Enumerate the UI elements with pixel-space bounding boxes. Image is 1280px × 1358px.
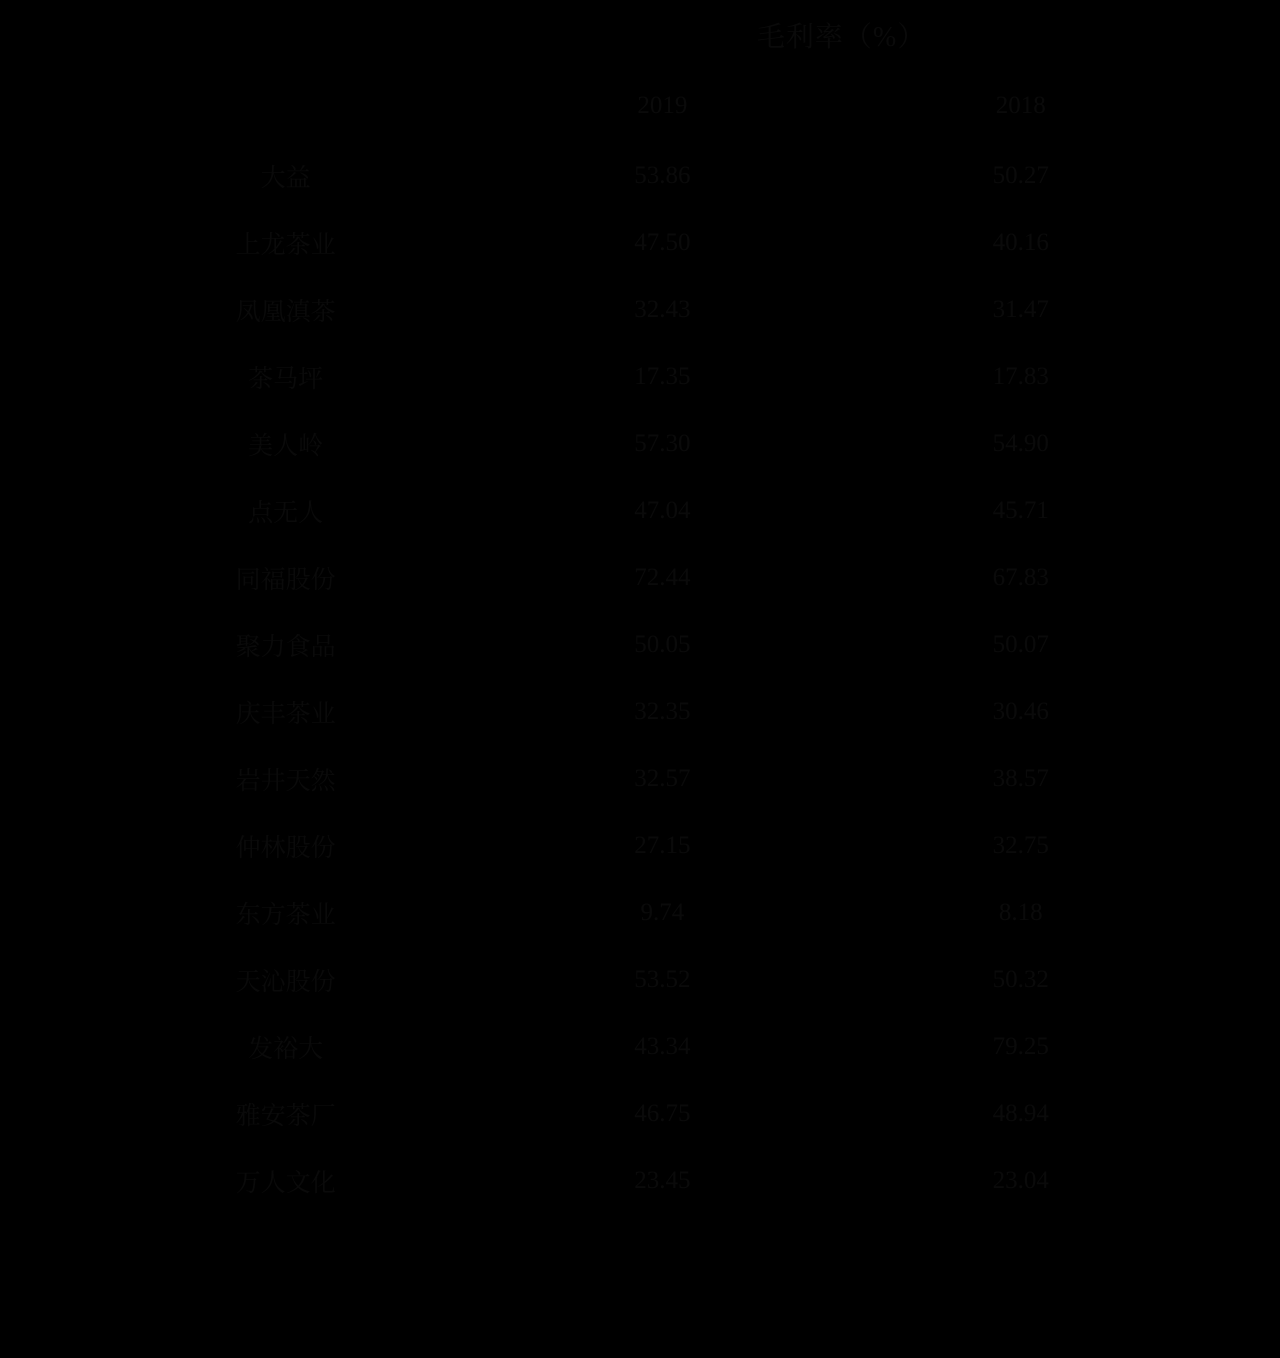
table-body (80, 0, 1200, 1274)
row-value-2018: 38.57 (992, 764, 1049, 792)
row-value-2018: 48.94 (992, 1099, 1049, 1127)
row-name: 发裕大 (248, 1035, 324, 1063)
row-value-2018: 40.16 (992, 228, 1049, 256)
row-name: 天沁股份 (235, 968, 336, 996)
table-row (80, 946, 1200, 1013)
table-row (80, 276, 1200, 343)
table-row (80, 544, 1200, 611)
row-value-2019: 17.35 (634, 362, 691, 390)
row-name: 东方茶业 (235, 901, 336, 929)
row-name: 庆丰茶业 (235, 700, 336, 728)
row-value-2019: 47.04 (634, 496, 691, 524)
row-value-2018: 23.04 (992, 1166, 1049, 1194)
row-name: 岩井天然 (235, 767, 336, 795)
row-value-2019: 32.35 (634, 697, 691, 725)
title-spacer (80, 0, 483, 70)
row-value-2019: 9.74 (640, 898, 685, 926)
row-name: 万人文化 (235, 1169, 336, 1197)
row-value-2018: 8.18 (998, 898, 1043, 926)
row-value-2018: 31.47 (992, 295, 1049, 323)
table-row (80, 611, 1200, 678)
row-value-2019: 53.86 (634, 161, 691, 189)
table-header-row (80, 70, 1200, 142)
table-row (80, 209, 1200, 276)
row-value-2018: 54.90 (992, 429, 1049, 457)
table-title: 毛利率（%） (756, 22, 927, 53)
table-row (80, 879, 1200, 946)
row-value-2019: 47.50 (634, 228, 691, 256)
row-value-2018: 17.83 (992, 362, 1049, 390)
row-value-2019: 53.52 (634, 965, 691, 993)
row-name: 凤凰滇茶 (235, 298, 336, 326)
row-name: 大益 (260, 164, 311, 192)
row-name: 美人岭 (248, 432, 324, 460)
row-value-2018: 45.71 (992, 496, 1049, 524)
row-value-2018: 67.83 (992, 563, 1049, 591)
table-row (80, 1080, 1200, 1147)
profit-margin-table (80, 0, 1200, 1274)
row-name: 聚力食品 (235, 633, 336, 661)
table-row (80, 477, 1200, 544)
row-name: 上龙茶业 (235, 231, 336, 259)
row-value-2018: 79.25 (992, 1032, 1049, 1060)
row-value-2019: 43.34 (634, 1032, 691, 1060)
row-value-2019: 32.57 (634, 764, 691, 792)
column-header-2019: 2019 (637, 92, 688, 119)
row-name: 茶马坪 (248, 365, 324, 393)
row-value-2019: 23.45 (634, 1166, 691, 1194)
table-row (80, 678, 1200, 745)
row-value-2019: 46.75 (634, 1099, 691, 1127)
table-row (80, 1013, 1200, 1080)
row-value-2019: 32.43 (634, 295, 691, 323)
row-name: 点无人 (248, 499, 324, 527)
table-row (80, 1147, 1200, 1214)
row-value-2018: 30.46 (992, 697, 1049, 725)
row-name: 仲林股份 (235, 834, 336, 862)
row-value-2018: 50.32 (992, 965, 1049, 993)
table-bottom-spacer (80, 1214, 1200, 1274)
row-value-2019: 72.44 (634, 563, 691, 591)
row-value-2018: 50.27 (992, 161, 1049, 189)
row-value-2018: 50.07 (992, 630, 1049, 658)
column-header-name (80, 70, 483, 142)
row-value-2019: 50.05 (634, 630, 691, 658)
table-row (80, 745, 1200, 812)
table-row (80, 410, 1200, 477)
table-row (80, 812, 1200, 879)
row-value-2018: 32.75 (992, 831, 1049, 859)
row-name: 同福股份 (235, 566, 336, 594)
row-value-2019: 57.30 (634, 429, 691, 457)
row-value-2019: 27.15 (634, 831, 691, 859)
column-header-2018: 2018 (995, 92, 1046, 119)
table-row (80, 142, 1200, 209)
table-title-row (80, 0, 1200, 70)
row-name: 雅安茶厂 (235, 1102, 336, 1130)
table-row (80, 343, 1200, 410)
